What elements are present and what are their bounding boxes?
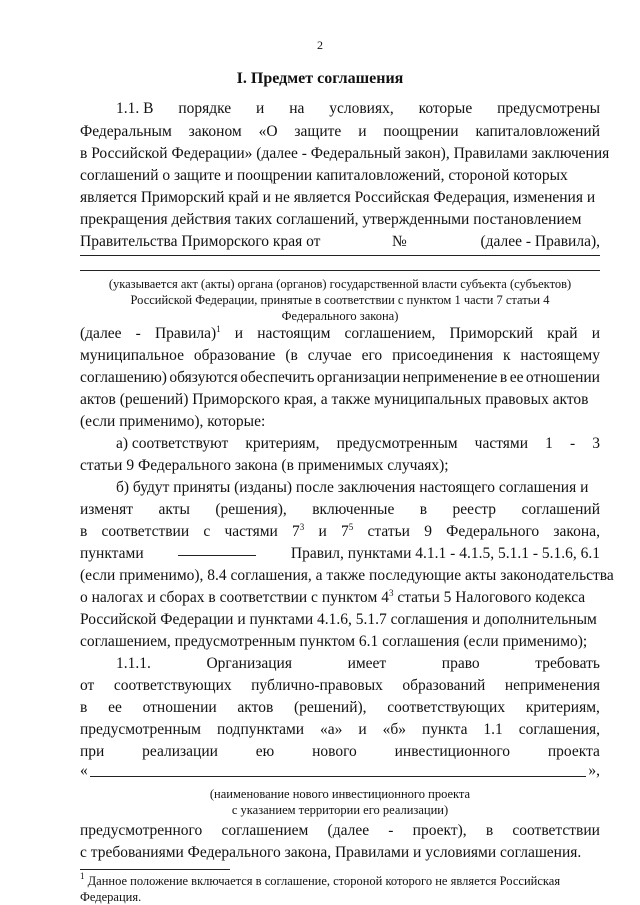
footnote-ref-1: 1 — [216, 324, 221, 334]
item-b-line-7: Российской Федерации и пунктами 4.1.6, 5.1.7 соглашения и дополнительным — [80, 611, 597, 628]
blank-line-2 — [80, 270, 600, 271]
cont-line-2: муниципальное образование (в случае его присоединения к настоящему — [80, 347, 600, 364]
p111-line-2: от соответствующих публично-правовых образований неприменения — [80, 677, 600, 694]
p11-line-3: в Российской Федерации» (далее - Федеральный закон), Правилами заключения — [80, 145, 610, 162]
blank-line-1 — [80, 255, 600, 256]
item-b-line-5: (если применимо), 8.4 соглашения, а также последующие акты законодательства — [80, 567, 614, 584]
p111-line-3: в ее отношении актов (решений), соответствующих критериям, — [80, 699, 600, 716]
item-b-line-3: в соответствии с частями $7^3$ и $7^5$ статьи 9 Федерального закона, — [80, 522, 600, 540]
item-b-line-6: о налогах и сборах в соответствии с пунктом $4^3$ статьи 5 Налогового кодекса — [80, 588, 586, 606]
p111-line-4: предусмотренным подпунктами «а» и «б» пункта 1.1 соглашения, — [80, 721, 600, 738]
footnote-line-2: Федерация. — [80, 890, 142, 904]
cont-line-3: соглашению) обязуются обеспечить организации неприменение в ее отношении — [80, 369, 600, 386]
project-note-line-2: с указанием территории его реализации) — [231, 803, 449, 817]
act-note-line-3: Федерального закона) — [281, 309, 399, 323]
act-note-line-1: (указывается акт (акты) органа (органов) государственной власти субъекта (субъектов) — [108, 277, 572, 291]
blank-field — [178, 543, 256, 556]
p11-line-2: Федеральным законом «О защите и поощрении капиталовложений — [80, 123, 600, 140]
tail-line-1: предусмотренного соглашением (далее - проект), в соответствии — [80, 822, 600, 839]
item-b-line-4: пунктами Правил, пунктами 4.1.1 - 4.1.5, 5.1.1 - 5.1.6, 6.1 — [80, 545, 600, 562]
section-title: I. Предмет соглашения — [236, 70, 404, 87]
footnote-separator — [80, 869, 230, 870]
p111-line-1: 1.1.1. Организация имеет право требовать — [116, 655, 600, 672]
p11-line-1: 1.1. В порядке и на условиях, которые предусмотрены — [116, 100, 600, 117]
tail-line-2: с требованиями Федерального закона, Правилами и условиями соглашения. — [80, 844, 582, 861]
item-a-line-1: а) соответствуют критериям, предусмотренным частями 1 - 3 — [116, 435, 600, 452]
item-a-line-2: статьи 9 Федерального закона (в применимых случаях); — [80, 457, 449, 474]
project-note-line-1: (наименование нового инвестиционного проекта — [209, 787, 471, 801]
act-note-line-2: Российской Федерации, принятые в соответствии с пунктом 1 части 7 статьи 4 — [130, 293, 550, 307]
page-number: 2 — [317, 38, 323, 52]
item-b-line-8: соглашением, предусмотренным пунктом 6.1 соглашения (если применимо); — [80, 633, 588, 650]
p11-line-4: соглашений о защите и поощрении капиталовложений, стороной которых — [80, 167, 568, 184]
cont-line-1: (далее - Правила)$^1$ и настоящим соглашением, Приморский край и — [80, 324, 600, 342]
p11-line-5: является Приморский край и не является Российская Федерация, изменения и — [80, 189, 596, 206]
item-b-line-2: изменят акты (решения), включенные в реестр соглашений — [80, 501, 600, 518]
p11-line-7: Правительства Приморского края от № (далее - Правила), — [80, 233, 600, 250]
p111-line-5: при реализации ею нового инвестиционного проекта — [80, 743, 600, 760]
cont-line-5: (если применимо), которые: — [80, 413, 266, 430]
p11-line-6: прекращения действия таких соглашений, утвержденными постановлением — [80, 211, 582, 228]
item-b-line-1: б) будут приняты (изданы) после заключения настоящего соглашения и — [116, 479, 589, 496]
footnote-line-1: $^1$ Данное положение включается в соглашение, стороной которого не является Российская — [80, 871, 561, 888]
project-name-field: « », — [80, 762, 600, 779]
cont-line-4: актов (решений) Приморского края, а также муниципальных правовых актов — [80, 391, 589, 408]
